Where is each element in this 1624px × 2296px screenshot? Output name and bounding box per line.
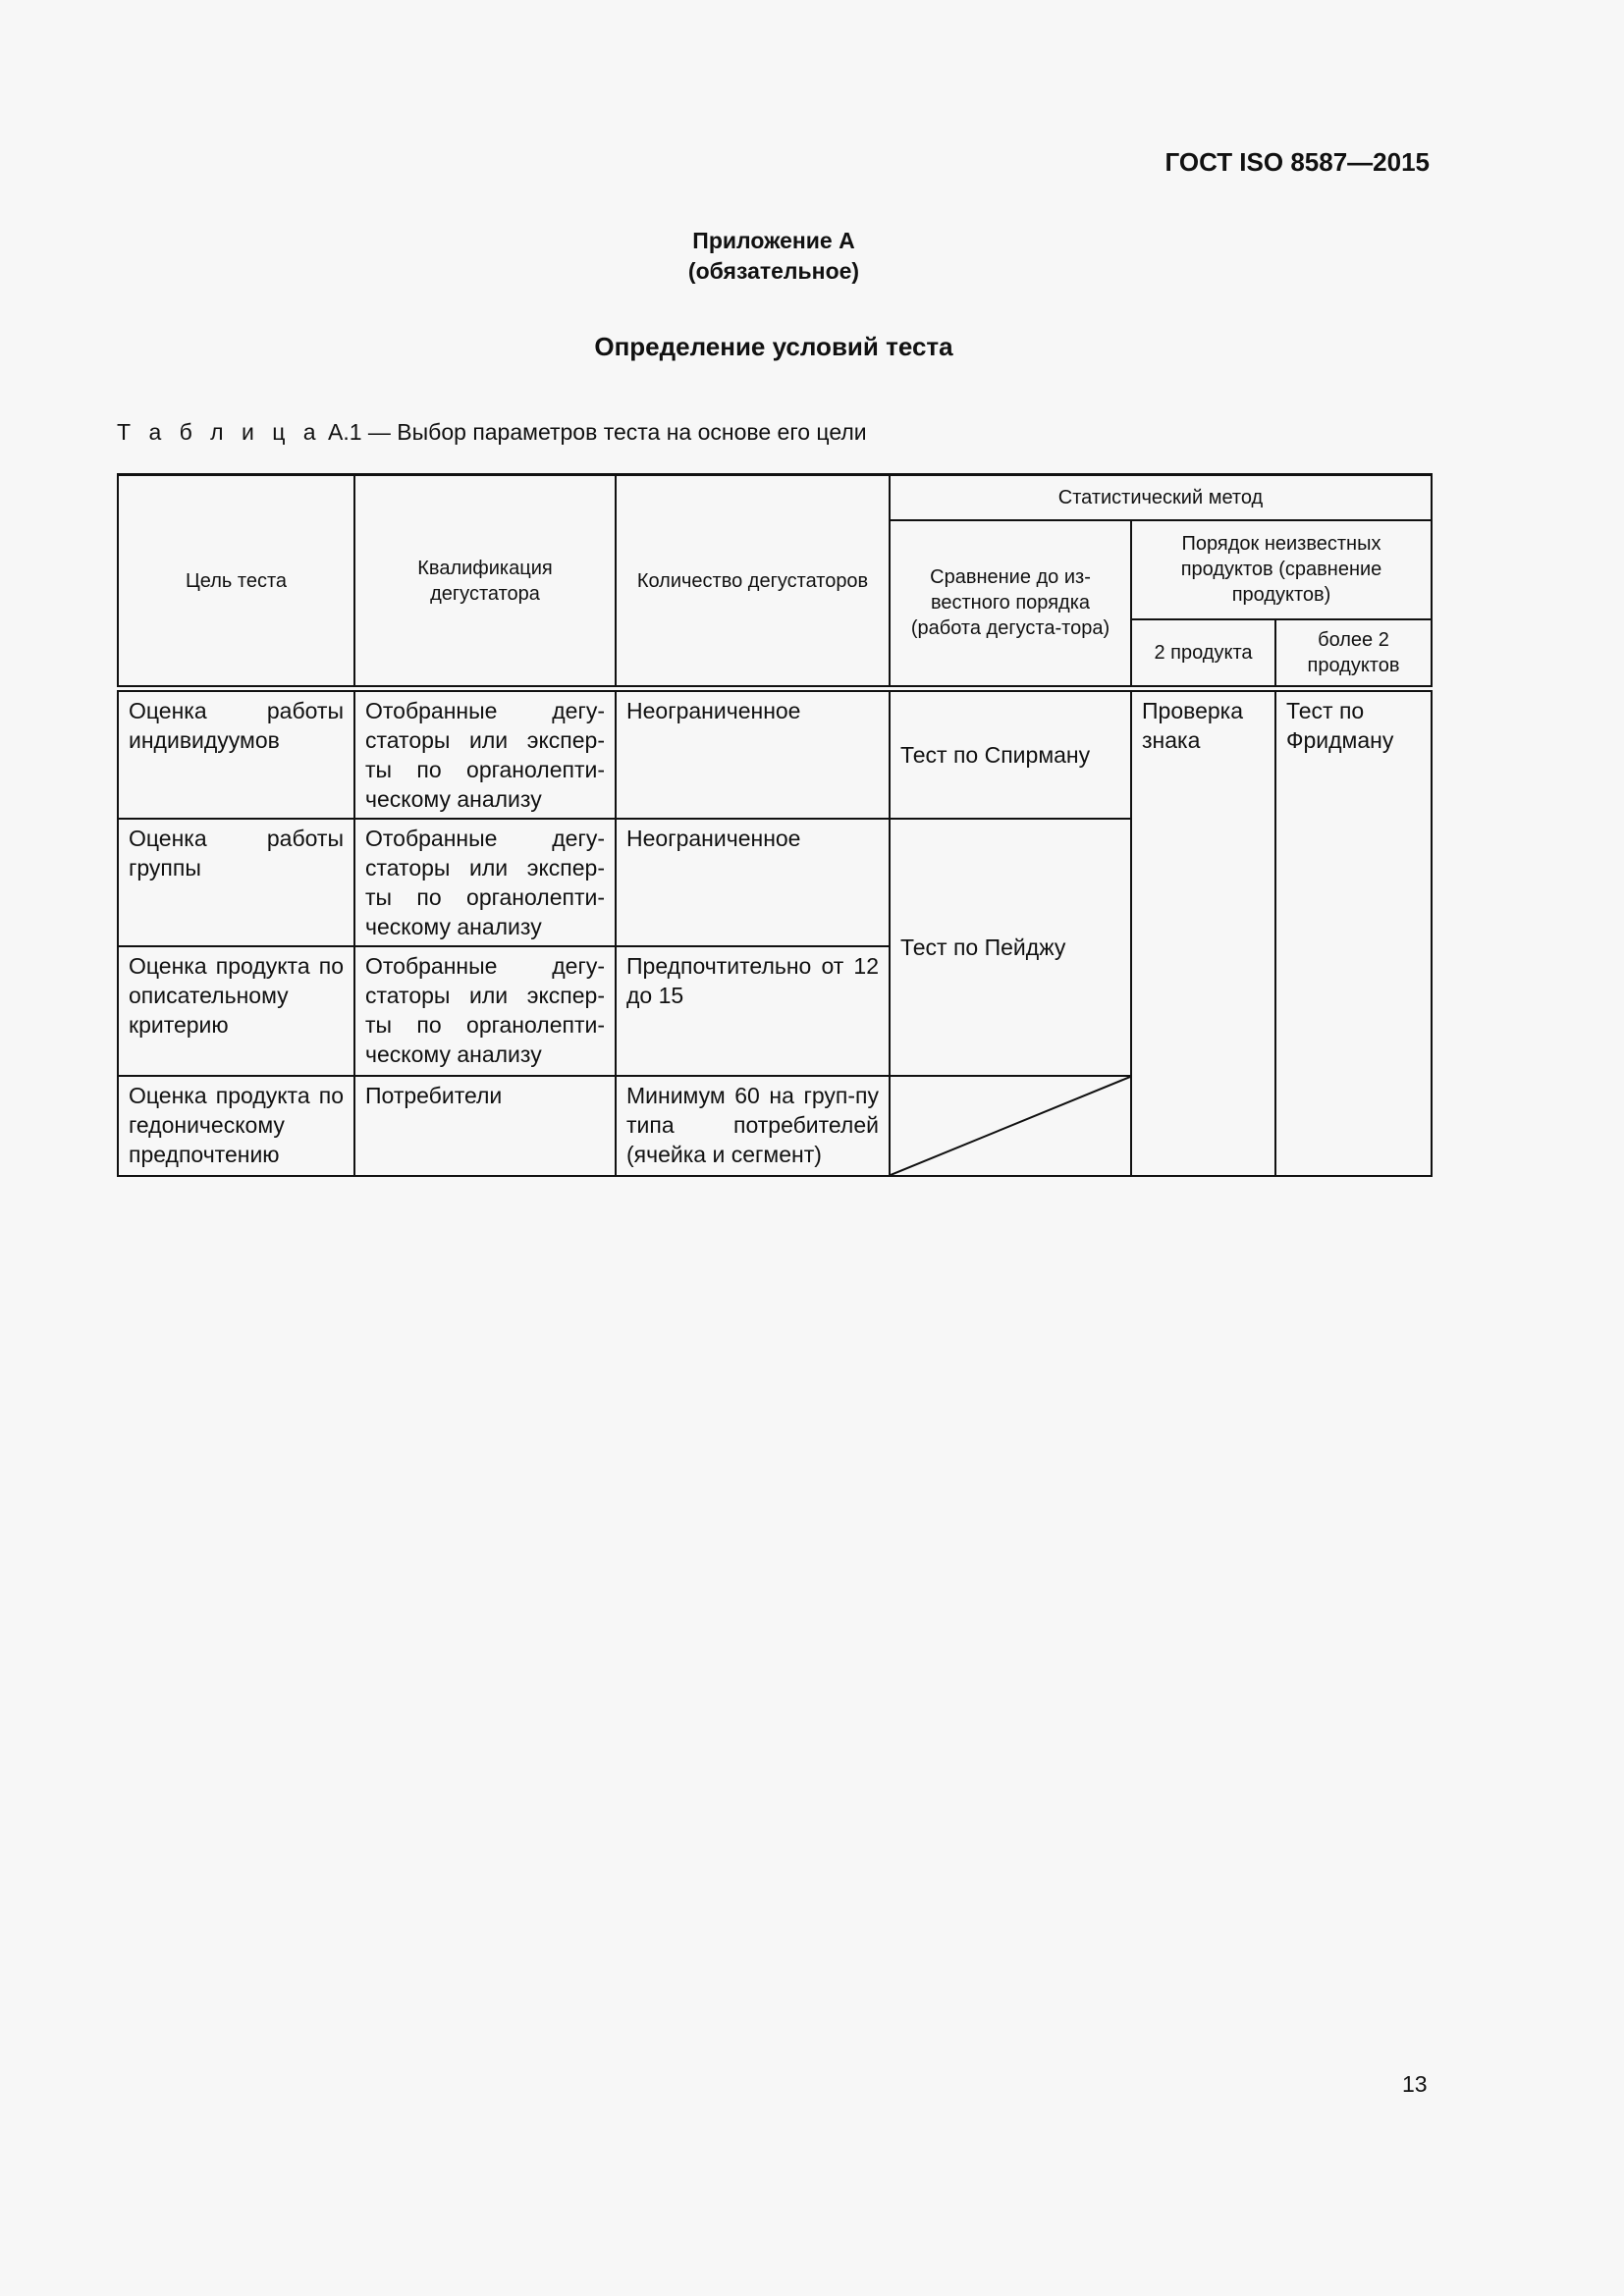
diagonal-line (891, 1077, 1130, 1175)
cell-qualification: Отобранные дегу-статоры или экспер-ты по органолепти-ческому анализу (354, 819, 616, 946)
header-count: Количество дегустаторов (616, 475, 890, 689)
parameters-table (117, 473, 1433, 1177)
header-two-products: 2 продукта (1131, 619, 1275, 689)
appendix-title: Приложение А (692, 228, 855, 253)
caption-number: А.1 (327, 419, 362, 445)
cell-goal: Оценка продукта по описательному критерию (118, 946, 354, 1076)
appendix-status: (обязательное) (687, 258, 860, 284)
cell-count: Минимум 60 на груп-пу типа потребителей (ячейка и сегмент) (616, 1076, 890, 1176)
table-caption (117, 419, 867, 446)
cell-goal: Оценка работы индивидуумов (118, 689, 354, 820)
cell-qualification: Отобранные дегу-статоры или экспер-ты по органолепти-ческому анализу (354, 689, 616, 820)
header-stat-method: Статистический метод (890, 475, 1432, 520)
page-number: 13 (1402, 2071, 1428, 2097)
cell-qualification: Отобранные дегу-статоры или экспер-ты по органолепти-ческому анализу (354, 946, 616, 1076)
section-title: Определение условий теста (594, 332, 953, 361)
standard-number: ГОСТ ISO 8587—2015 (1164, 147, 1430, 177)
cell-goal: Оценка работы группы (118, 819, 354, 946)
cell-count: Неограниченное (616, 689, 890, 820)
cell-count: Предпочтительно от 12 до 15 (616, 946, 890, 1076)
caption-label: Т а б л и ц а (117, 419, 322, 445)
cell-goal: Оценка продукта по гедоническому предпочтению (118, 1076, 354, 1176)
appendix-heading (0, 226, 1547, 287)
cell-friedman: Тест по Фридману (1275, 689, 1432, 1177)
empty-diagonal-cell (890, 1076, 1131, 1176)
cell-count: Неограниченное (616, 819, 890, 946)
cell-sign-test: Проверка знака (1131, 689, 1275, 1177)
caption-text: — Выбор параметров теста на основе его цели (367, 419, 867, 445)
header-qualification: Квалификация дегустатора (354, 475, 616, 689)
header-known-order: Сравнение до из-вестного порядка (работа дегуста-тора) (890, 520, 1131, 689)
table-row (118, 689, 1432, 820)
header-unknown-order: Порядок неизвестных продуктов (сравнение продуктов) (1131, 520, 1432, 619)
cell-qualification: Потребители (354, 1076, 616, 1176)
header-goal: Цель теста (118, 475, 354, 689)
cell-spearman: Тест по Спирману (890, 689, 1131, 820)
cell-page-test: Тест по Пейджу (890, 819, 1131, 1076)
header-more-products: более 2 продуктов (1275, 619, 1432, 689)
